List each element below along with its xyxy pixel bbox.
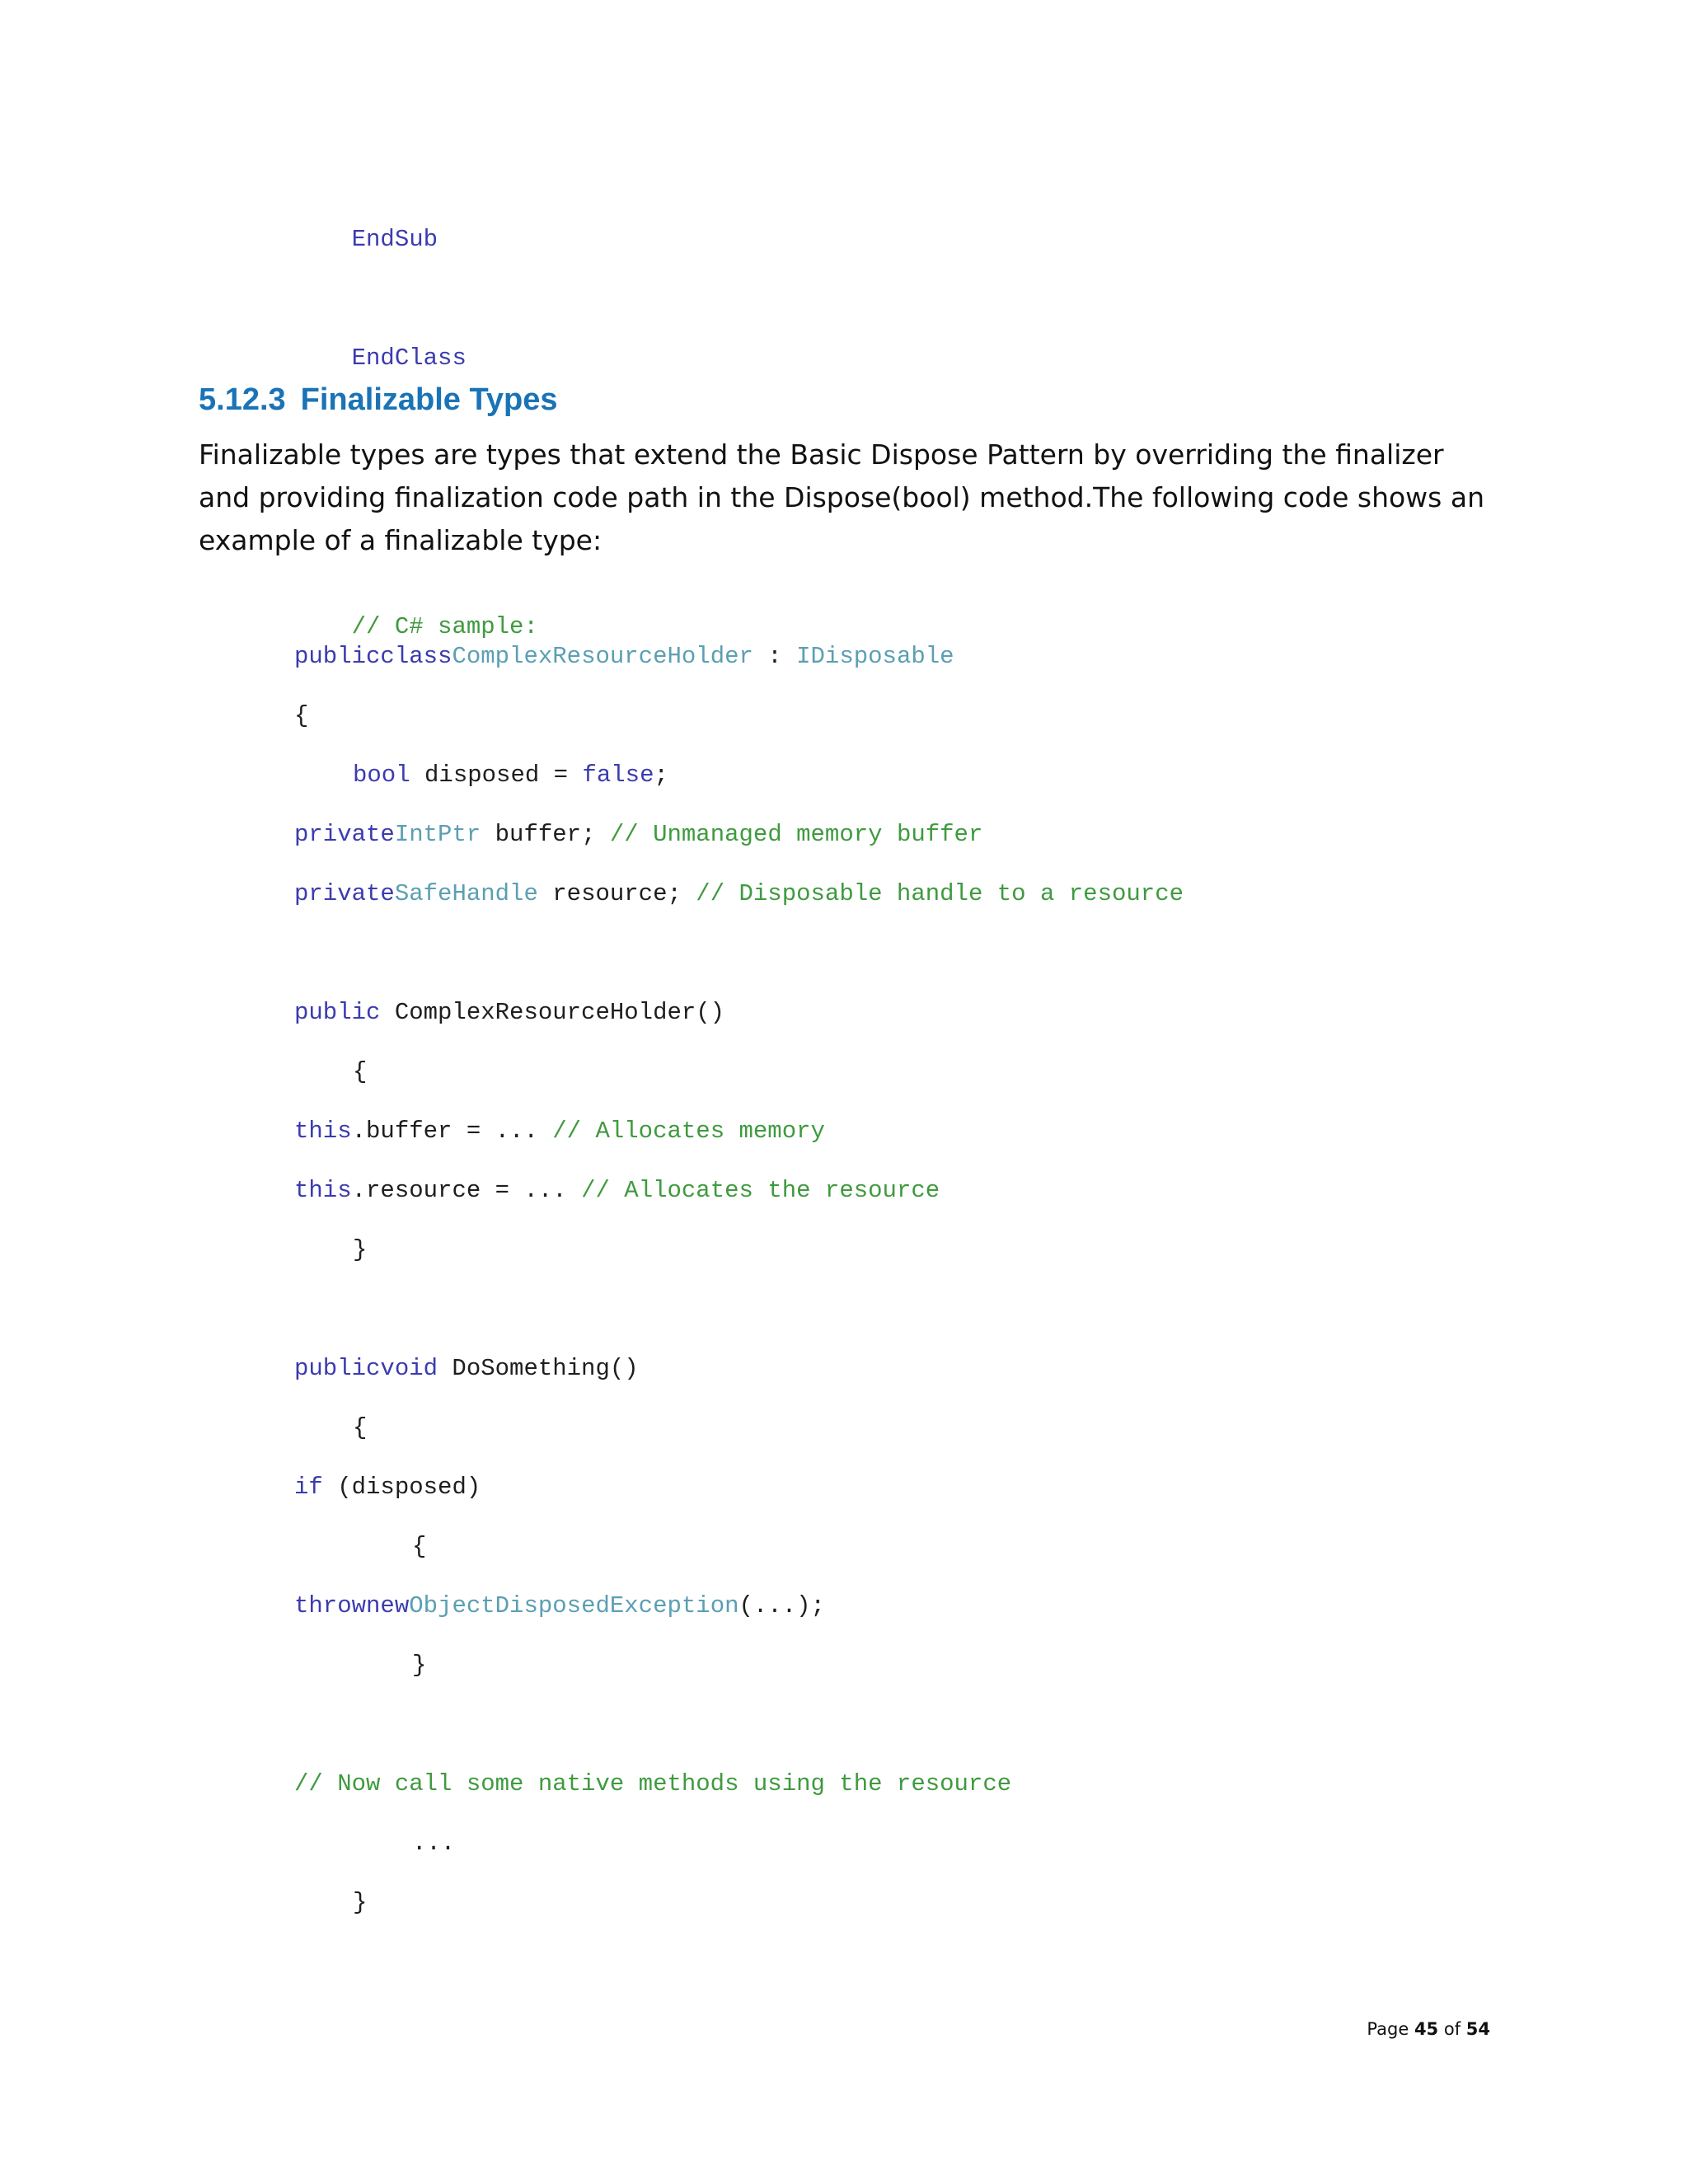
page-total: 54 — [1465, 2019, 1490, 2039]
code-text: resource; — [537, 880, 696, 907]
code-text: } — [412, 1652, 427, 1679]
code-text: (disposed) — [322, 1474, 481, 1501]
code-keyword: EndClass — [351, 344, 467, 372]
code-line-18 — [294, 1769, 1011, 1799]
code-keyword: EndSub — [351, 226, 438, 253]
code-comment: // C# sample: — [351, 613, 538, 640]
code-text: .resource = ... — [351, 1177, 582, 1204]
code-text: } — [353, 1236, 368, 1263]
code-line-16 — [294, 1591, 825, 1621]
code-keyword: public — [294, 999, 381, 1026]
code-type: IDisposable — [796, 643, 954, 670]
code-text: ... — [412, 1830, 456, 1857]
code-text: .buffer = ... — [351, 1118, 553, 1145]
code-comment: // Allocates memory — [552, 1118, 825, 1145]
code-keyword: false — [582, 762, 654, 789]
code-text: : — [753, 643, 797, 670]
code-comment: // Disposable handle to a resource — [696, 880, 1184, 907]
code-line-19 — [412, 1829, 455, 1858]
code-line-6 — [294, 879, 1184, 909]
code-text: { — [412, 1533, 427, 1560]
page-of-label: of — [1438, 2019, 1466, 2039]
code-text: buffer; — [481, 821, 610, 848]
section-title: Finalizable Types — [300, 382, 558, 417]
code-text: ; — [654, 762, 668, 789]
code-line-14 — [294, 1473, 481, 1502]
code-type: ObjectDisposedException — [409, 1592, 739, 1619]
code-line-11 — [353, 1235, 367, 1265]
code-line-17 — [412, 1651, 426, 1680]
code-keyword: publicvoid — [294, 1355, 438, 1382]
code-type: SafeHandle — [394, 880, 538, 907]
code-line-12 — [294, 1354, 639, 1384]
code-text: disposed = — [410, 762, 583, 789]
code-text: ComplexResourceHolder() — [380, 999, 725, 1026]
page-number-footer — [1367, 2018, 1490, 2041]
code-keyword: private — [294, 880, 395, 907]
code-line-9 — [294, 1117, 825, 1146]
code-line-5 — [294, 820, 982, 850]
section-paragraph: Finalizable types are types that extend the Basic Dispose Pattern by overriding the finalizer and providing finalization code path in the Dispose(bool) method.The following code shows an example of a finalizable type: — [199, 438, 1484, 556]
code-text: { — [353, 1414, 368, 1441]
code-keyword: private — [294, 821, 395, 848]
section-heading — [199, 381, 558, 419]
code-line-3 — [294, 701, 308, 731]
section-number: 5.12.3 — [199, 382, 286, 417]
code-comment: // Allocates the resource — [581, 1177, 940, 1204]
code-keyword: thrownew — [294, 1592, 410, 1619]
code-line-4 — [353, 761, 668, 790]
code-comment: // Unmanaged memory buffer — [609, 821, 983, 848]
code-text: { — [353, 1058, 368, 1085]
code-text: (...); — [738, 1592, 825, 1619]
code-text: } — [353, 1889, 368, 1916]
code-keyword: this — [294, 1118, 352, 1145]
page-label: Page — [1367, 2019, 1414, 2039]
code-comment: // Now call some native methods using the resource — [294, 1770, 1012, 1797]
code-line-end-sub — [294, 195, 438, 284]
code-keyword: this — [294, 1177, 352, 1204]
code-keyword: if — [294, 1474, 323, 1501]
page-current: 45 — [1414, 2019, 1439, 2039]
code-line-13 — [353, 1413, 367, 1443]
code-text: { — [294, 702, 309, 729]
code-line-10 — [294, 1176, 940, 1206]
code-line-2 — [294, 642, 954, 672]
code-type: IntPtr — [394, 821, 481, 848]
code-type: ComplexResourceHolder — [452, 643, 753, 670]
code-keyword: publicclass — [294, 643, 452, 670]
code-line-20 — [353, 1888, 367, 1918]
code-keyword: bool — [353, 762, 410, 789]
code-text: DoSomething() — [438, 1355, 639, 1382]
code-line-7 — [294, 998, 724, 1028]
code-line-8 — [353, 1057, 367, 1087]
code-line-15 — [412, 1532, 426, 1562]
